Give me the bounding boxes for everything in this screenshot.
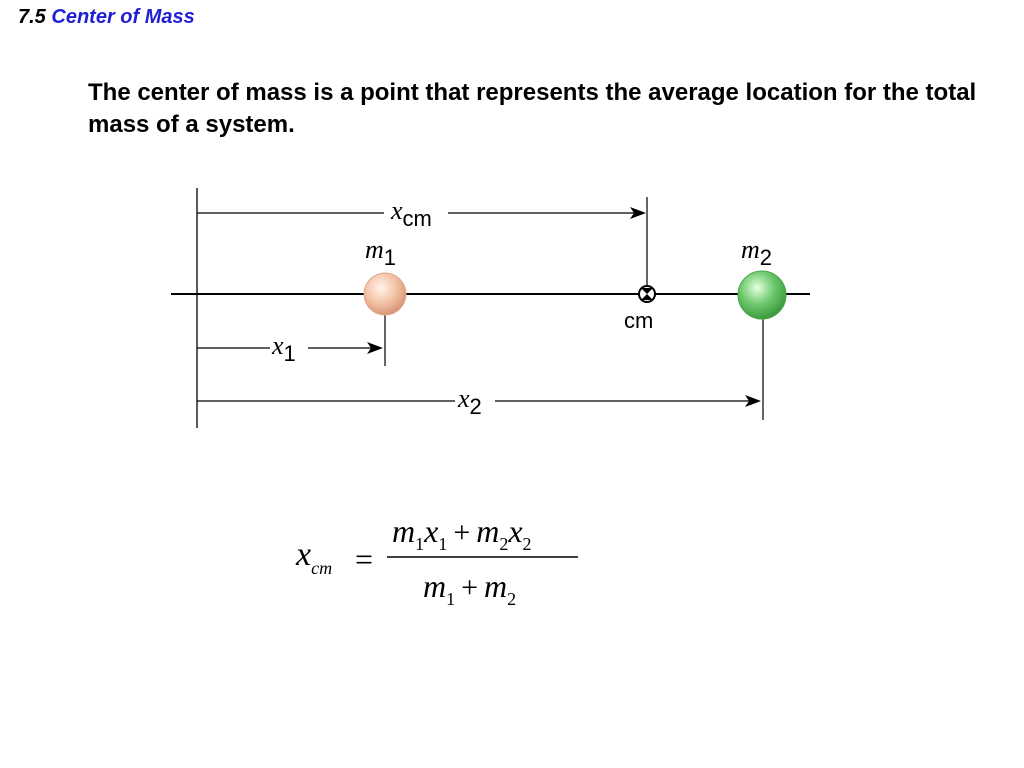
- mass-1-ball: [364, 273, 406, 315]
- x1-label: x1: [272, 331, 296, 366]
- cm-label: cm: [624, 308, 654, 333]
- eq-numerator: m1x1 + m2x2: [392, 513, 532, 554]
- section-number: 7.5: [18, 6, 46, 28]
- xcm-label: xcm: [391, 196, 432, 231]
- eq-equals: =: [355, 541, 374, 577]
- m1-label: m1: [365, 235, 397, 270]
- m2-label: m2: [741, 235, 773, 270]
- section-title: Center of Mass: [51, 6, 195, 28]
- eq-denominator: m1 + m2: [423, 568, 517, 609]
- intro-text: The center of mass is a point that represents the average location for the total mass of a system.: [88, 79, 977, 138]
- mass-2-ball: [738, 271, 786, 319]
- center-of-mass-equation: [295, 513, 578, 609]
- cm-marker: [639, 286, 655, 302]
- x2-label: x2: [458, 384, 482, 419]
- eq-lhs: xcm: [296, 536, 333, 578]
